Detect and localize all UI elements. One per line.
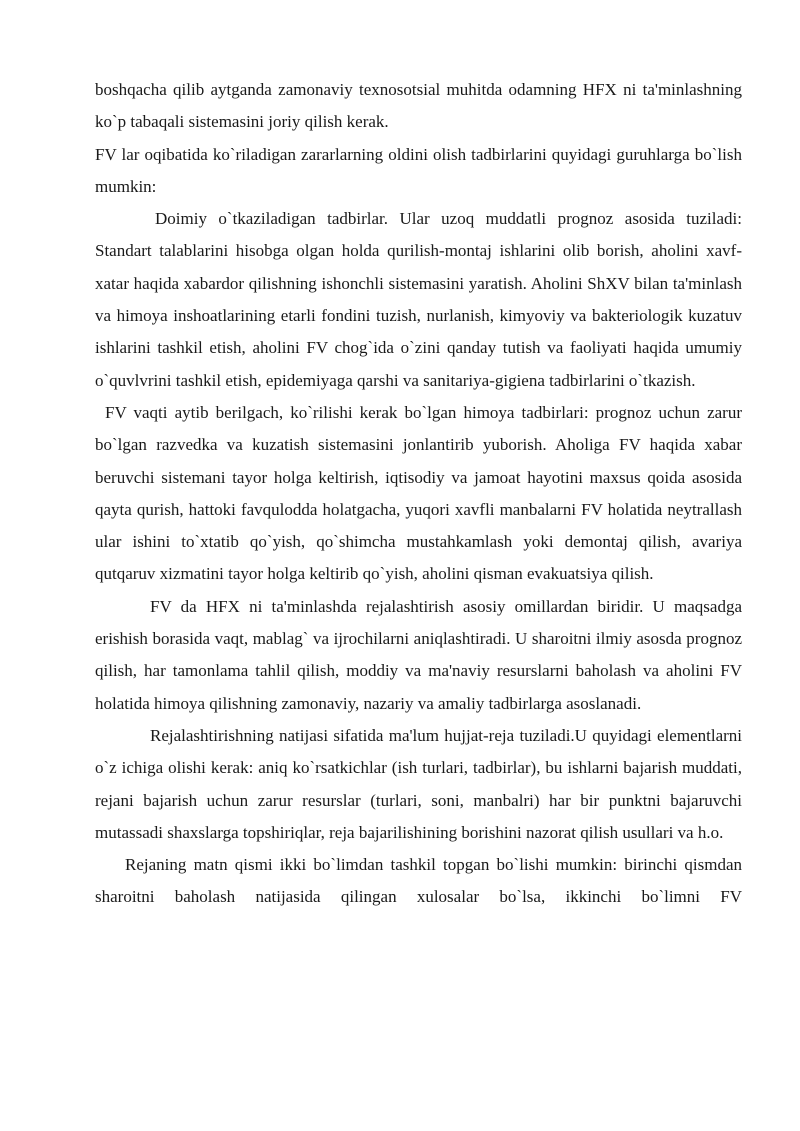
paragraph-permanent-measures: Doimiy o`tkaziladigan tadbirlar. Ular uzoq muddatli prognoz asosida tuziladi: Standart talablarini hisobga olgan holda qurilish-montaj ishlarini olib borish, aholini xavf-xatar haqida xabardor qilishning ishonchli sistemasini yaratish. Aholini ShXV bilan ta'minlash va himoya inshoatlarining etarli fondini tuzish, nurlanish, kimyoviy va bakteriologik kuzatuv ishlarini tashkil etish, aholini FV chog`ida o`zini qanday tutish va faoliyati haqida umumiy o`quvlvrini tashkil etish, epidemiyaga qarshi va sanitariya-gigiena tadbirlarini o`tkazish. (95, 209, 742, 390)
document-page (95, 74, 742, 914)
paragraph-plan-text-part: Rejaning matn qismi ikki bo`limdan tashkil topgan bo`lishi mumkin: birinchi qismdan sharoitni baholash natijasida qilingan xulosalar bo`lsa, ikkinchi bo`limni FV (95, 855, 742, 907)
paragraph-planning: FV da HFX ni ta'minlashda rejalashtirish asosiy omillardan biridir. U maqsadga erishish borasida vaqt, mablag` va ijrochilarni aniqlashtiradi. U sharoitni ilmiy asosda prognoz qilish, har tamonlama tahlil qilish, moddiy va ma'naviy resurslarni baholash va aholini FV holatida himoya qilishning zamonaviy, nazariy va amaliy tadbirlarga asoslanadi. (95, 596, 742, 713)
paragraph-planning-result: Rejalashtirishning natijasi sifatida ma'lum hujjat-reja tuziladi.U quyidagi elementlarni o`z ichiga olishi kerak: aniq ko`rsatkichlar (ish turlari, tadbirlar), bu ishlarni bajarish muddati, rejani bajarish uchun zarur resurslar (turlari, soni, manbalri) har bir punktni bajaruvchi mutassadi shaxslarga topshiriqlar, reja bajarilishining borishini nazorat qilish usullari va h.o. (95, 725, 742, 842)
paragraph-protective-measures: FV vaqti aytib berilgach, ko`rilishi kerak bo`lgan himoya tadbirlari: prognoz uchun zarur bo`lgan razvedka va kuzatish sistemasini jonlantirib yuborish. Aholiga FV haqida xabar beruvchi sistemani tayor holga keltirish, iqtisodiy va jamoat hayotini maxsus qoida asosida qayta qurish, hattoki favqulodda holatgacha, yuqori xavfli manbalarni FV holatida neytrallash ular ishini to`xtatib qo`yish, qo`shimcha mustahkamlash yoki demontaj qilish, avariya qutqaruv xizmatini tayor holga keltirib qo`yish, aholini qisman evakuatsiya qilish. (95, 402, 742, 584)
paragraph-continuation: boshqacha qilib aytganda zamonaviy texnosotsial muhitda odamning HFX ni ta'minlashning ko`p tabaqali sistemasini joriy qilish kerak. (95, 80, 742, 132)
paragraph-prevention-groups: FV lar oqibatida ko`riladigan zararlarning oldini olish tadbirlarini quyidagi guruhlarga bo`lish mumkin: (95, 144, 742, 196)
